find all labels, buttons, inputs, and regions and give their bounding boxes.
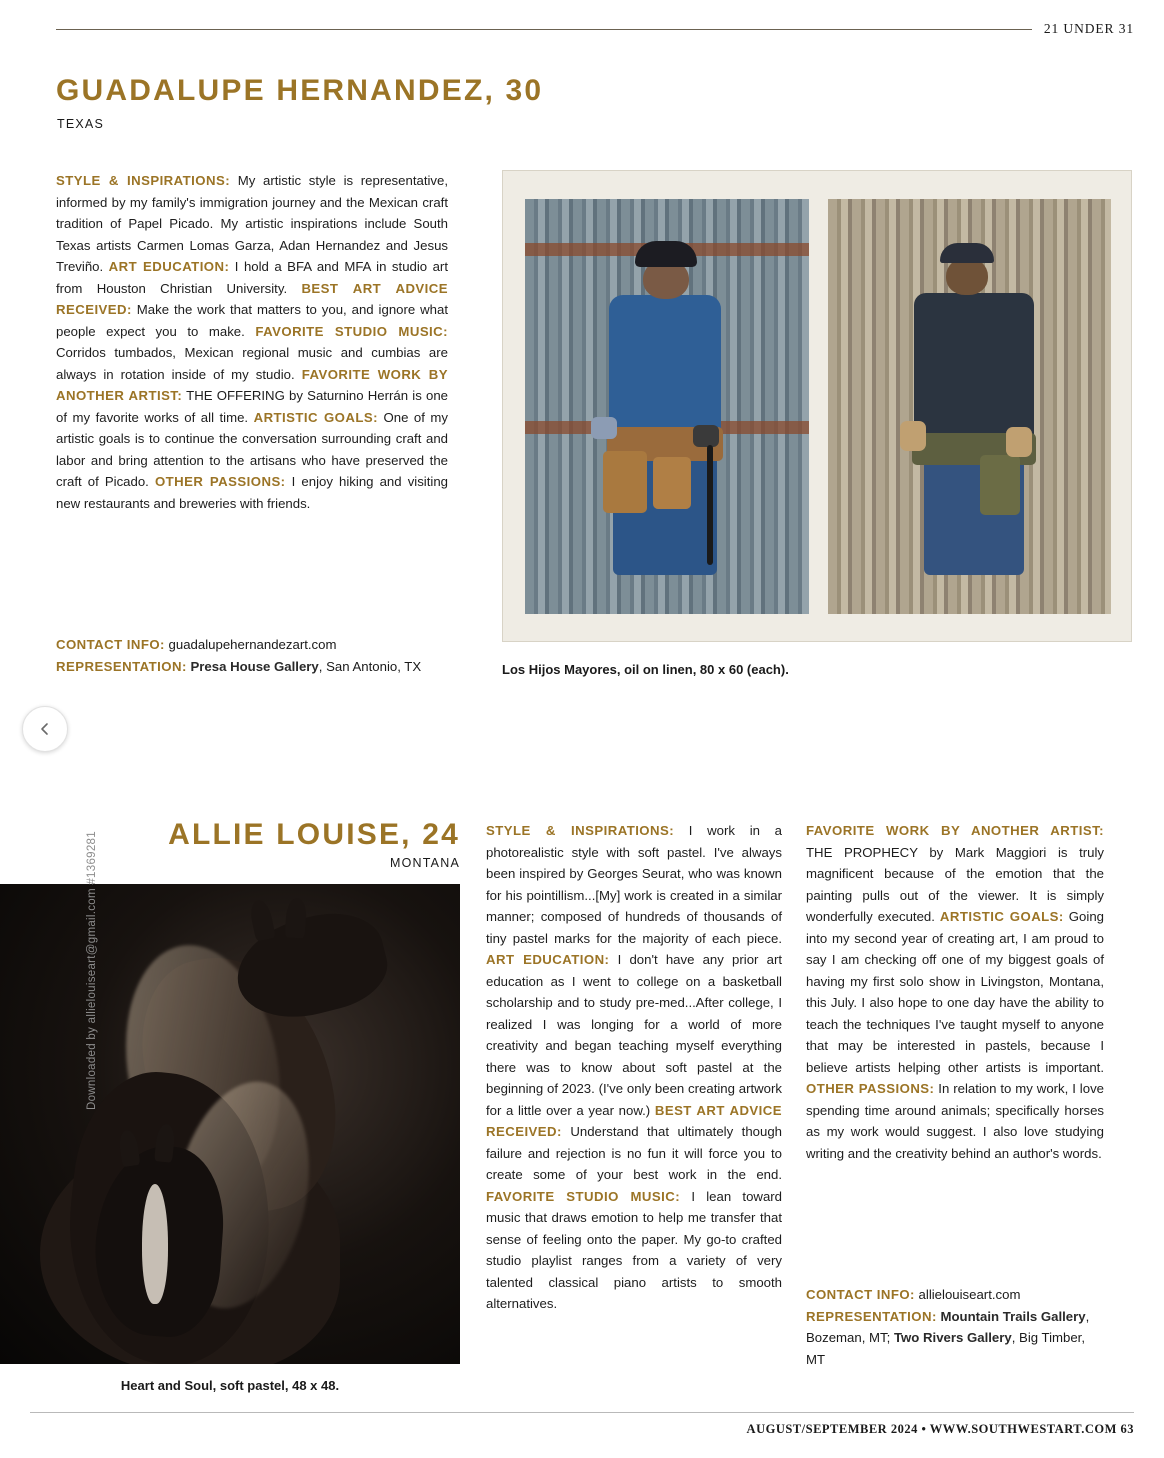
artist1-field-text-2: Make the work that matters to you, and ignore what people expect you to make. xyxy=(56,302,448,339)
artist1-bio-column xyxy=(56,170,448,514)
artwork-panel-right xyxy=(828,199,1112,614)
artist1-field-text-5: One of my artistic goals is to continue the conversation surrounding craft and labor and bring attention to the artisans who have preserved the craft of Picado. xyxy=(56,409,448,490)
footer-rule xyxy=(30,1412,1134,1413)
artist2-representation-mid: , Bozeman, MT; xyxy=(806,1308,1090,1346)
artist2-artwork-caption: Heart and Soul, soft pastel, 48 x 48. xyxy=(120,1378,340,1393)
artist2-col1-field-text-3: I lean toward music that draws emotion to help me transfer that sense of feeling onto the paper. My go-to crafted studio playlist ranges from a variety of very talented classical piano artists to smooth alternatives. xyxy=(486,1188,783,1312)
artist2-col1-field-text-1: I don't have any prior art education as I went to college on a basketball scholarship and to study pre-med...After college, I realized I was longing for a world of more creativity and began teaching myself everything there was to know about soft pastel at the beginning of 2023. (I've only been creating artwork for a little over a year now.) xyxy=(486,952,783,1118)
artist2-col1-field-label-2: BEST ART ADVICE RECEIVED: xyxy=(486,1102,782,1140)
artist2-col1-field-label-1: ART EDUCATION: xyxy=(486,952,610,968)
artist2-representation-gallery-2: Two Rivers Gallery xyxy=(893,1330,1012,1346)
artist2-contact-value: allielouiseart.com xyxy=(914,1287,1021,1302)
artist1-field-text-4: THE OFFERING by Saturnino Herrán is one of my favorite works of all time. xyxy=(56,388,448,425)
artist2-artwork-watermark: Downloaded by allielouiseart@gmail.com #1369281 xyxy=(86,831,98,1110)
artist2-representation-label: REPRESENTATION: xyxy=(806,1308,937,1324)
artist2-name: ALLIE LOUISE, 24 xyxy=(168,818,460,851)
artist2-contact-label: CONTACT INFO: xyxy=(806,1287,915,1302)
artist2-col1-field-label-3: FAVORITE STUDIO MUSIC: xyxy=(486,1188,681,1204)
artist2-col2-field-label-2: OTHER PASSIONS: xyxy=(806,1081,935,1097)
artist2-col1-field-text-0: I work in a photorealistic style with soft pastel. I've always been inspired by Georges Seurat, who was known for his pointillism...[My] work is created in a similar manner; composed of hundreds of thousands of tiny pastel marks for the majority of each piece. xyxy=(486,823,782,946)
artist2-representation-location: , Big Timber, MT xyxy=(806,1330,1086,1367)
artist2-col2-field-label-0: FAVORITE WORK BY ANOTHER ARTIST: xyxy=(806,823,1104,838)
artist1-artwork-image xyxy=(502,170,1132,642)
artist2-col2-field-label-1: ARTISTIC GOALS: xyxy=(939,909,1064,925)
artist1-field-label-4: FAVORITE WORK BY ANOTHER ARTIST: xyxy=(56,366,448,404)
artist1-contact-block xyxy=(56,634,456,677)
running-head-label: 21 UNDER 31 xyxy=(1043,21,1134,36)
artist1-field-label-2: BEST ART ADVICE RECEIVED: xyxy=(56,280,448,318)
artist1-representation-gallery: Presa House Gallery xyxy=(186,658,319,674)
chevron-left-icon xyxy=(37,721,53,737)
artist2-col2-field-text-1: Going into my second year of creating art, I am proud to say I am checking off one of my biggest goals of having my first solo show in Livingston, Montana, this July. I also hope to one day have the ability to teach the techniques I've taught myself to anyone that may be interested in pastels, because I believe artists helping other artists is important. xyxy=(806,909,1104,1075)
artist2-bio-column-1 xyxy=(486,820,782,1315)
artist2-state: MONTANA xyxy=(390,856,460,870)
artist1-artwork-caption: Los Hijos Mayores, oil on linen, 80 x 60 (each). xyxy=(502,662,789,677)
artist2-col1-field-text-2: Understand that ultimately though failure and rejection is no fun it will force you to create some of your best work in the end. xyxy=(486,1124,782,1183)
artist1-field-label-1: ART EDUCATION: xyxy=(108,259,230,275)
artist2-col1-field-label-0: STYLE & INSPIRATIONS: xyxy=(486,823,675,838)
artist2-col2-field-text-0: THE PROPHECY by Mark Maggiori is truly magnificent because of the emotion that the painting pulls out of the viewer. It is simply wonderfully executed. xyxy=(806,844,1104,925)
running-head-rule xyxy=(56,29,1032,30)
artist2-representation-gallery-1: Mountain Trails Gallery xyxy=(936,1308,1086,1324)
previous-page-button[interactable] xyxy=(22,706,68,752)
footer-text: AUGUST/SEPTEMBER 2024 • WWW.SOUTHWESTART.COM 63 xyxy=(746,1422,1134,1436)
artist1-field-text-1: I hold a BFA and MFA in studio art from Houston Christian University. xyxy=(56,259,448,296)
artist1-field-text-0: My artistic style is representative, informed by my family's immigration journey and the Mexican craft tradition of Papel Picado. My artistic inspirations include South Texas artists Carmen Lomas Garza, Adan Hernandez and Jesus Treviño. xyxy=(56,173,449,275)
artist1-contact-label: CONTACT INFO: xyxy=(56,637,165,652)
artist1-field-label-3: FAVORITE STUDIO MUSIC: xyxy=(255,323,448,339)
artist1-field-label-5: ARTISTIC GOALS: xyxy=(253,409,378,425)
artist1-contact-value: guadalupehernandezart.com xyxy=(164,637,337,652)
running-head xyxy=(56,22,1134,36)
artwork-panel-left xyxy=(525,199,809,614)
artist1-field-label-6: OTHER PASSIONS: xyxy=(154,474,286,490)
artist1-representation-location: , San Antonio, TX xyxy=(318,658,422,674)
artist1-name: GUADALUPE HERNANDEZ, 30 xyxy=(56,74,544,107)
artist2-bio-column-2 xyxy=(806,820,1104,1164)
artist1-field-text-6: I enjoy hiking and visiting new restaurants and breweries with friends. xyxy=(56,474,448,511)
artist1-representation-label: REPRESENTATION: xyxy=(56,658,187,674)
artist1-field-label-0: STYLE & INSPIRATIONS: xyxy=(56,173,231,188)
artist1-state: TEXAS xyxy=(57,117,104,131)
artist1-field-text-3: Corridos tumbados, Mexican regional music and cumbias are always in rotation inside of my studio. xyxy=(56,345,448,382)
artist2-col2-field-text-2: In relation to my work, I love spending time around animals; specifically horses as my work would suggest. I also love studying writing and the creativity behind an author's words. xyxy=(806,1081,1104,1161)
artist2-contact-block xyxy=(806,1284,1106,1370)
artist2-artwork-image xyxy=(0,884,460,1364)
